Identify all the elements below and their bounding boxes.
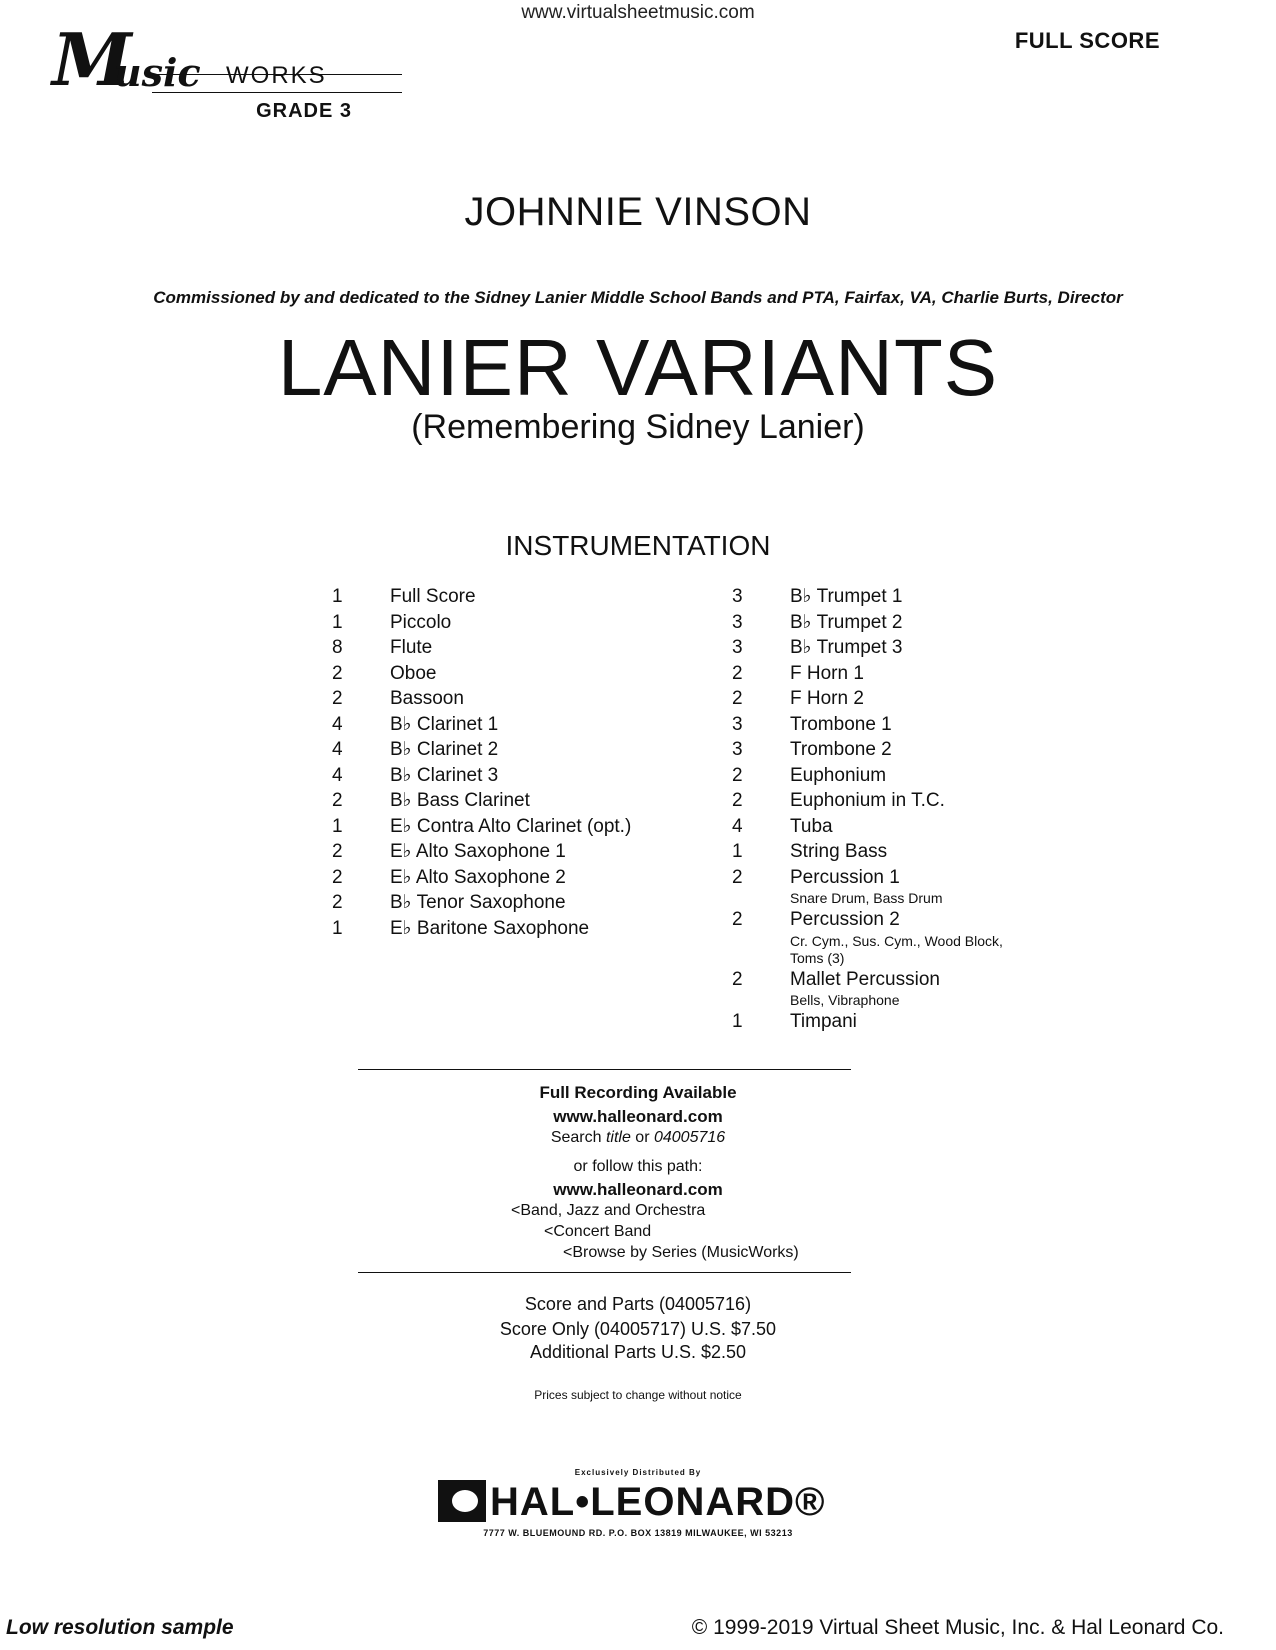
- instrument-name: Trombone 2: [790, 739, 892, 760]
- instrument-quantity: 1: [332, 917, 343, 939]
- instrument-row: [732, 788, 1032, 814]
- instrument-row: [732, 814, 1032, 840]
- hal-leonard-logo: [438, 1468, 838, 1540]
- instrument-name: B♭ Trumpet 3: [790, 637, 903, 658]
- instrument-name-cell: [790, 737, 1032, 763]
- instrument-row: [332, 737, 692, 763]
- instrument-quantity: 1: [332, 611, 343, 633]
- divider-top: [358, 1069, 851, 1070]
- instrument-name-cell: [790, 712, 1032, 738]
- instrument-row: [332, 584, 692, 610]
- watermark-url[interactable]: www.virtualsheetmusic.com: [521, 2, 755, 23]
- instrument-row: [732, 712, 1032, 738]
- instrument-name-cell: [790, 763, 1032, 789]
- instrument-quantity: 2: [732, 968, 743, 990]
- publisher-address: 7777 W. BLUEMOUND RD. P.O. BOX 13819 MILWAUKEE, WI 53213: [483, 1528, 793, 1538]
- instrument-name-cell: [390, 916, 692, 942]
- path-step-3[interactable]: <Browse by Series (MusicWorks): [563, 1244, 799, 1261]
- instrument-note: Cr. Cym., Sus. Cym., Wood Block, Toms (3): [790, 932, 1003, 966]
- instrument-name: Trombone 1: [790, 713, 892, 735]
- instrument-quantity: 4: [732, 815, 743, 837]
- instrument-row: [332, 839, 692, 865]
- instrument-name-cell: [390, 661, 692, 687]
- instrument-row: [332, 610, 692, 636]
- instrument-row: [332, 916, 692, 942]
- instrument-name-cell: [390, 839, 692, 865]
- instrument-name: E♭ Alto Saxophone 2: [390, 866, 566, 888]
- instrument-quantity: 2: [332, 790, 343, 811]
- instrument-name-cell: [390, 686, 692, 712]
- instrument-row: [732, 967, 1032, 1010]
- hal-leonard-wordmark: HAL•LEONARD®: [490, 1480, 826, 1524]
- instrument-quantity: 3: [732, 586, 743, 607]
- instrument-quantity: 4: [332, 739, 343, 760]
- instrument-name-cell: [390, 788, 692, 814]
- instrument-name: B♭ Clarinet 3: [390, 764, 499, 786]
- instrument-name-cell: [790, 788, 1032, 814]
- search-or: or: [630, 1129, 654, 1146]
- instrument-name-cell: [790, 865, 1032, 908]
- instrument-name: B♭ Tenor Saxophone: [390, 892, 566, 913]
- instrument-quantity: 1: [332, 815, 343, 837]
- copyright-notice: © 1999-2019 Virtual Sheet Music, Inc. & Hal Leonard Co.: [691, 1616, 1224, 1639]
- instrument-name: Piccolo: [390, 611, 452, 633]
- divider-bottom: [358, 1272, 851, 1273]
- instrument-quantity: 2: [732, 688, 743, 709]
- instrument-row: [332, 661, 692, 687]
- search-title: title: [605, 1129, 631, 1146]
- search-number: 04005716: [653, 1129, 726, 1146]
- instrument-name-cell: [790, 661, 1032, 687]
- recording-heading: Full Recording Available: [539, 1083, 737, 1102]
- logo-usic-script: usic: [114, 50, 201, 95]
- instrument-quantity: 1: [732, 841, 743, 862]
- distributed-by-text: Exclusively Distributed By: [574, 1468, 702, 1477]
- instrument-name-cell: [790, 686, 1032, 712]
- instrument-name-cell: [790, 584, 1032, 610]
- instrument-quantity: 3: [732, 611, 743, 633]
- pricing-score-only: Score Only (04005717) U.S. $7.50: [499, 1319, 777, 1339]
- instrument-quantity: 1: [332, 586, 343, 607]
- instrument-quantity: 2: [332, 841, 343, 862]
- instrument-name: B♭ Clarinet 1: [390, 713, 499, 735]
- recording-search-line: [0, 1129, 1276, 1147]
- instrument-name-cell: [390, 865, 692, 891]
- logo-works-text: WORKS: [226, 62, 327, 89]
- instrument-row: [332, 814, 692, 840]
- instrument-name: E♭ Alto Saxophone 1: [390, 841, 566, 862]
- low-resolution-notice: Low resolution sample: [6, 1616, 234, 1639]
- instrument-name: Oboe: [390, 662, 437, 684]
- instrument-row: [732, 737, 1032, 763]
- instrument-note: Snare Drum, Bass Drum: [790, 890, 943, 906]
- instrument-name: Timpani: [790, 1011, 857, 1032]
- instrument-name-cell: [790, 907, 1032, 967]
- logo-rule-bottom: [152, 92, 402, 93]
- instrument-quantity: 8: [332, 637, 343, 658]
- instrument-name: B♭ Trumpet 2: [790, 611, 903, 633]
- instrument-row: [332, 712, 692, 738]
- instrument-name-cell: [790, 610, 1032, 636]
- instrument-quantity: 2: [732, 764, 743, 786]
- instrument-name-cell: [390, 584, 692, 610]
- instrument-quantity: 3: [732, 713, 743, 735]
- instrument-name-cell: [790, 839, 1032, 865]
- instrument-row: [732, 1009, 1032, 1035]
- instrument-name-cell: [390, 737, 692, 763]
- instrument-name: F Horn 1: [790, 662, 864, 684]
- instrument-name-cell: [790, 635, 1032, 661]
- instrument-row: [732, 635, 1032, 661]
- instrument-row: [332, 686, 692, 712]
- instrument-row: [732, 584, 1032, 610]
- pricing-score-and-parts: Score and Parts (04005716): [524, 1294, 752, 1314]
- instrument-quantity: 3: [732, 739, 743, 760]
- instrument-quantity: 2: [332, 892, 343, 913]
- instrument-quantity: 4: [332, 713, 343, 735]
- instrument-row: [732, 610, 1032, 636]
- page-title: LANIER VARIANTS: [277, 323, 999, 412]
- instrument-name-cell: [790, 1009, 1032, 1035]
- instrument-name-cell: [390, 763, 692, 789]
- instrument-name: Tuba: [790, 815, 833, 837]
- logo-m-letter: M: [52, 17, 132, 102]
- instrument-name-cell: [390, 712, 692, 738]
- instrument-row: [732, 907, 1032, 967]
- instrument-quantity: 2: [332, 866, 343, 888]
- instrument-name: String Bass: [790, 841, 888, 862]
- instrument-row: [332, 865, 692, 891]
- instrument-quantity: 3: [732, 637, 743, 658]
- instrument-name-cell: [390, 610, 692, 636]
- instrument-quantity: 4: [332, 764, 343, 786]
- instrument-name: F Horn 2: [790, 688, 864, 709]
- instrument-quantity: 2: [332, 662, 343, 684]
- instrument-name: Flute: [390, 637, 433, 658]
- instrument-quantity: 2: [732, 662, 743, 684]
- instrument-quantity: 1: [732, 1011, 743, 1032]
- instrument-row: [732, 661, 1032, 687]
- path-url[interactable]: www.halleonard.com: [553, 1180, 723, 1199]
- musicworks-logo: [52, 17, 352, 130]
- instrumentation-right-column: [732, 584, 1032, 1035]
- instrument-name: B♭ Bass Clarinet: [390, 790, 530, 811]
- instrument-name: Euphonium in T.C.: [790, 790, 945, 811]
- instrument-row: [732, 839, 1032, 865]
- instrumentation-left-column: [332, 584, 692, 941]
- search-prefix: Search: [550, 1129, 606, 1146]
- instrument-name: B♭ Clarinet 2: [390, 739, 499, 760]
- path-step-1[interactable]: <Band, Jazz and Orchestra: [511, 1202, 706, 1219]
- composer-name: JOHNNIE VINSON: [464, 190, 812, 234]
- instrument-quantity: 2: [732, 790, 743, 811]
- instrument-row: [332, 635, 692, 661]
- instrument-row: [732, 686, 1032, 712]
- subtitle: (Remembering Sidney Lanier): [411, 408, 865, 446]
- instrument-name: B♭ Trumpet 1: [790, 586, 903, 607]
- instrument-name: Mallet Percussion: [790, 968, 940, 990]
- instrument-name: Bassoon: [390, 688, 464, 709]
- instrument-row: [332, 763, 692, 789]
- full-score-label: FULL SCORE: [1014, 28, 1160, 53]
- instrument-name-cell: [790, 814, 1032, 840]
- hal-leonard-mark-icon: [438, 1480, 486, 1522]
- instrument-name: Percussion 1: [790, 866, 900, 888]
- instrument-name: E♭ Baritone Saxophone: [390, 917, 590, 939]
- grade-label: GRADE 3: [256, 100, 352, 122]
- instrument-name-cell: [390, 890, 692, 916]
- instrument-name-cell: [390, 635, 692, 661]
- instrument-row: [332, 890, 692, 916]
- instrument-quantity: 2: [732, 866, 743, 888]
- follow-path-text: or follow this path:: [573, 1158, 703, 1175]
- instrument-name-cell: [390, 814, 692, 840]
- instrument-name: E♭ Contra Alto Clarinet (opt.): [390, 815, 632, 837]
- dedication-text: Commissioned by and dedicated to the Sidney Lanier Middle School Bands and PTA, Fairfax, VA, Charlie Burts, Director: [153, 288, 1123, 307]
- instrument-name: Full Score: [390, 586, 476, 607]
- instrument-quantity: 2: [332, 688, 343, 709]
- path-step-2[interactable]: <Concert Band: [544, 1223, 652, 1240]
- instrument-name-cell: [790, 967, 1032, 1010]
- pricing-note: Prices subject to change without notice: [534, 1388, 742, 1402]
- instrument-row: [332, 788, 692, 814]
- instrument-name: Euphonium: [790, 764, 887, 786]
- recording-url[interactable]: www.halleonard.com: [553, 1107, 723, 1126]
- pricing-additional-parts: Additional Parts U.S. $2.50: [529, 1342, 747, 1362]
- instrument-quantity: 2: [732, 909, 743, 930]
- instrument-name: Percussion 2: [790, 909, 900, 930]
- instrument-row: [732, 865, 1032, 908]
- instrument-row: [732, 763, 1032, 789]
- instrument-note: Bells, Vibraphone: [790, 992, 900, 1008]
- instrumentation-heading: INSTRUMENTATION: [505, 530, 771, 561]
